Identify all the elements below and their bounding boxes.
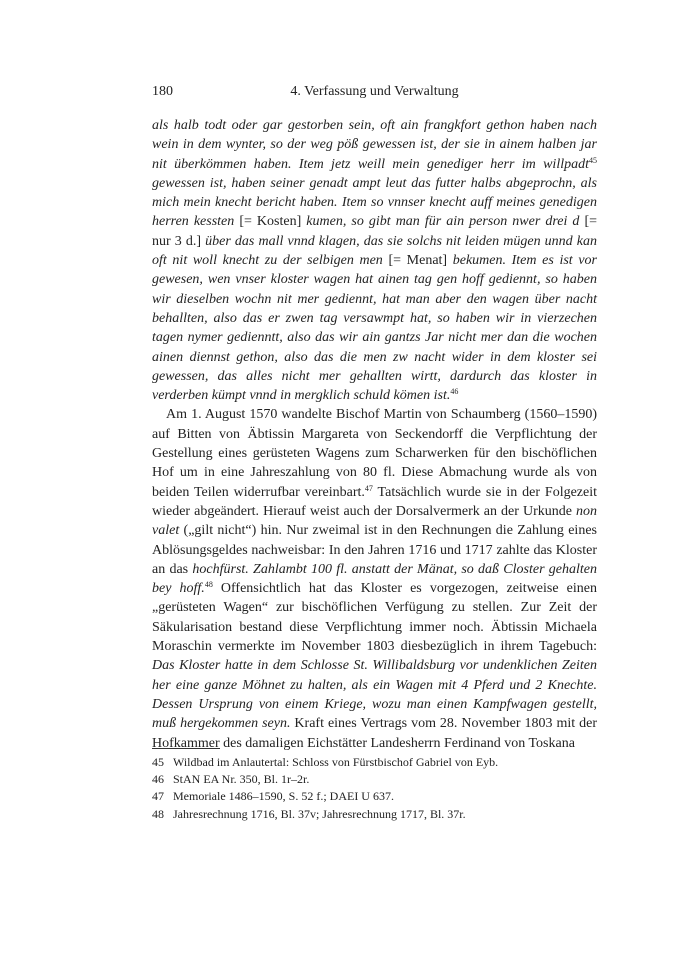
- footnote-text: Memoriale 1486–1590, S. 52 f.; DAEI U 637.: [173, 789, 394, 804]
- quoted-source: hochfürst. Zahlambt 100 fl. anstatt der Mänat, so daß Closter gehalten bey hoff.: [152, 561, 597, 597]
- editor-note: [= Kosten]: [239, 214, 302, 230]
- body-text: Tatsächlich wurde sie in der Folgezeit wieder abgeändert. Hierauf weist auch der Dorsalvermerk an der Urkunde: [152, 484, 598, 519]
- footnote-ref-48[interactable]: 48: [204, 580, 213, 590]
- footnote-text: Jahresrechnung 1716, Bl. 37v; Jahresrechnung 1717, Bl. 37r.: [173, 806, 466, 821]
- quote-text: bekumen. Item es ist vor gewesen, wen vnser kloster wagen hat ainen tag gen hoff gediennt, so haben wir dieselben wochn nit mer gediennt, hat man aber den wagen über nacht behallten, also das er zwen tag versawmpt hat, so haben wir in vierzechen tagen nymer gedienntt, also das wir ain gantzs Jar nicht mer dan die wochen ainen diennst gethon, also das die men zw nacht wider in dem kloster sei gewessen, das alles nicht mer gehallten wirtt, dardurch das kloster in verderben kümpt vnnd in mergklich schuld kömen ist.: [152, 253, 597, 404]
- body-paragraph: [152, 405, 597, 752]
- footnote-number: 45: [152, 755, 164, 769]
- editor-note: [= nur 3 d.]: [152, 214, 598, 249]
- footnote-text: Wildbad im Anlautertal: Schloss von Fürstbischof Gabriel von Eyb.: [173, 755, 499, 769]
- latin-term: non valet: [152, 503, 597, 539]
- footnote-number: 46: [152, 772, 164, 787]
- body-text: Kraft eines Vertrags vom 28. November 1803 mit der Hofkammer des damaligen Eichstätter Landesherrn Ferdinand von Toskana: [152, 716, 597, 751]
- footnote: [152, 788, 597, 805]
- footnote-ref-47[interactable]: 47: [364, 483, 373, 493]
- footnote-text: StAN EA Nr. 350, Bl. 1r–2r.: [173, 772, 310, 787]
- quote-text: gewessen ist, haben seiner genadt ampt leut das futter halbs abgeprochn, als mich mein knecht bericht haben. Item so vnnser knecht auff meines genedigen herren kessten: [152, 175, 597, 230]
- quote-text: als halb todt oder gar gestorben sein, oft ain frangkfort gethon haben nach wein in dem wynter, so der weg pöß gewessen ist, der sie in ainem halben jar nit überkömmen haben. Item jetz weill mein genediger herr im willpadt: [152, 118, 597, 172]
- footnote-number: 48: [152, 806, 164, 821]
- page-number: 180: [152, 84, 173, 99]
- footnote-ref-46[interactable]: 46: [450, 387, 459, 397]
- quote-text: über das mall vnnd klagen, das sie solchs nit leiden mügen unnd kan oft nit woll knecht zu der selbigen men: [152, 233, 597, 269]
- body-text: Am 1. August 1570 wandelte Bischof Martin von Schaumberg (1560–1590) auf Bitten von Äbtissin Margareta von Seckendorff die Verpflichtung der Gestellung eines gerüsteten Wagens zum Scharwerken für den bischöflichen Hof um in eine Jahreszahlung von 80 fl. Diese Abmachung wurde als von beiden Teilen widerrufbar vereinbart.: [152, 407, 597, 500]
- footnote-separator: [152, 748, 220, 749]
- editor-note: [= Menat]: [388, 253, 448, 269]
- footnote: [152, 771, 597, 788]
- chapter-title: 4. Verfassung und Verwaltung: [290, 84, 459, 99]
- footnote: [152, 806, 597, 823]
- running-header: [152, 84, 597, 106]
- quote-text: kumen, so gibt man für ain person nwer drei d: [301, 214, 585, 230]
- body-text: („gilt nicht“) hin. Nur zweimal ist in den Rechnungen die Zahlung eines Ablösungsgeldes nachweisbar: In den Jahren 1716 und 1717 zahlte das Kloster an das: [152, 523, 597, 577]
- footnote-ref-45[interactable]: 45: [589, 155, 597, 165]
- footnote-number: 47: [152, 789, 164, 804]
- quote-paragraph: [152, 116, 597, 405]
- footnotes: [152, 754, 597, 823]
- diary-quote: Das Kloster hatte in dem Schlosse St. Willibaldsburg vor undenklichen Zeiten her eine ganze Möhnet zu halten, als ein Wagen mit 4 Pferd und 2 Knechte. Dessen Ursprung von einem Kriege, wozu man einen Kampfwagen gestellt, muß hergekommen seyn.: [152, 658, 597, 732]
- body-text: Offensichtlich hat das Kloster es vorgezogen, zeitweise einen „gerüsteten Wagen“ zur bischöflichen Verfügung zu stellen. Zur Zeit der Säkularisation bestand diese Verpflichtung immer noch. Äbtissin Michaela Moraschin vermerkte im November 1803 diesbezüglich in ihrem Tagebuch:: [152, 581, 597, 655]
- main-text: [152, 116, 597, 753]
- footnote: [152, 754, 597, 771]
